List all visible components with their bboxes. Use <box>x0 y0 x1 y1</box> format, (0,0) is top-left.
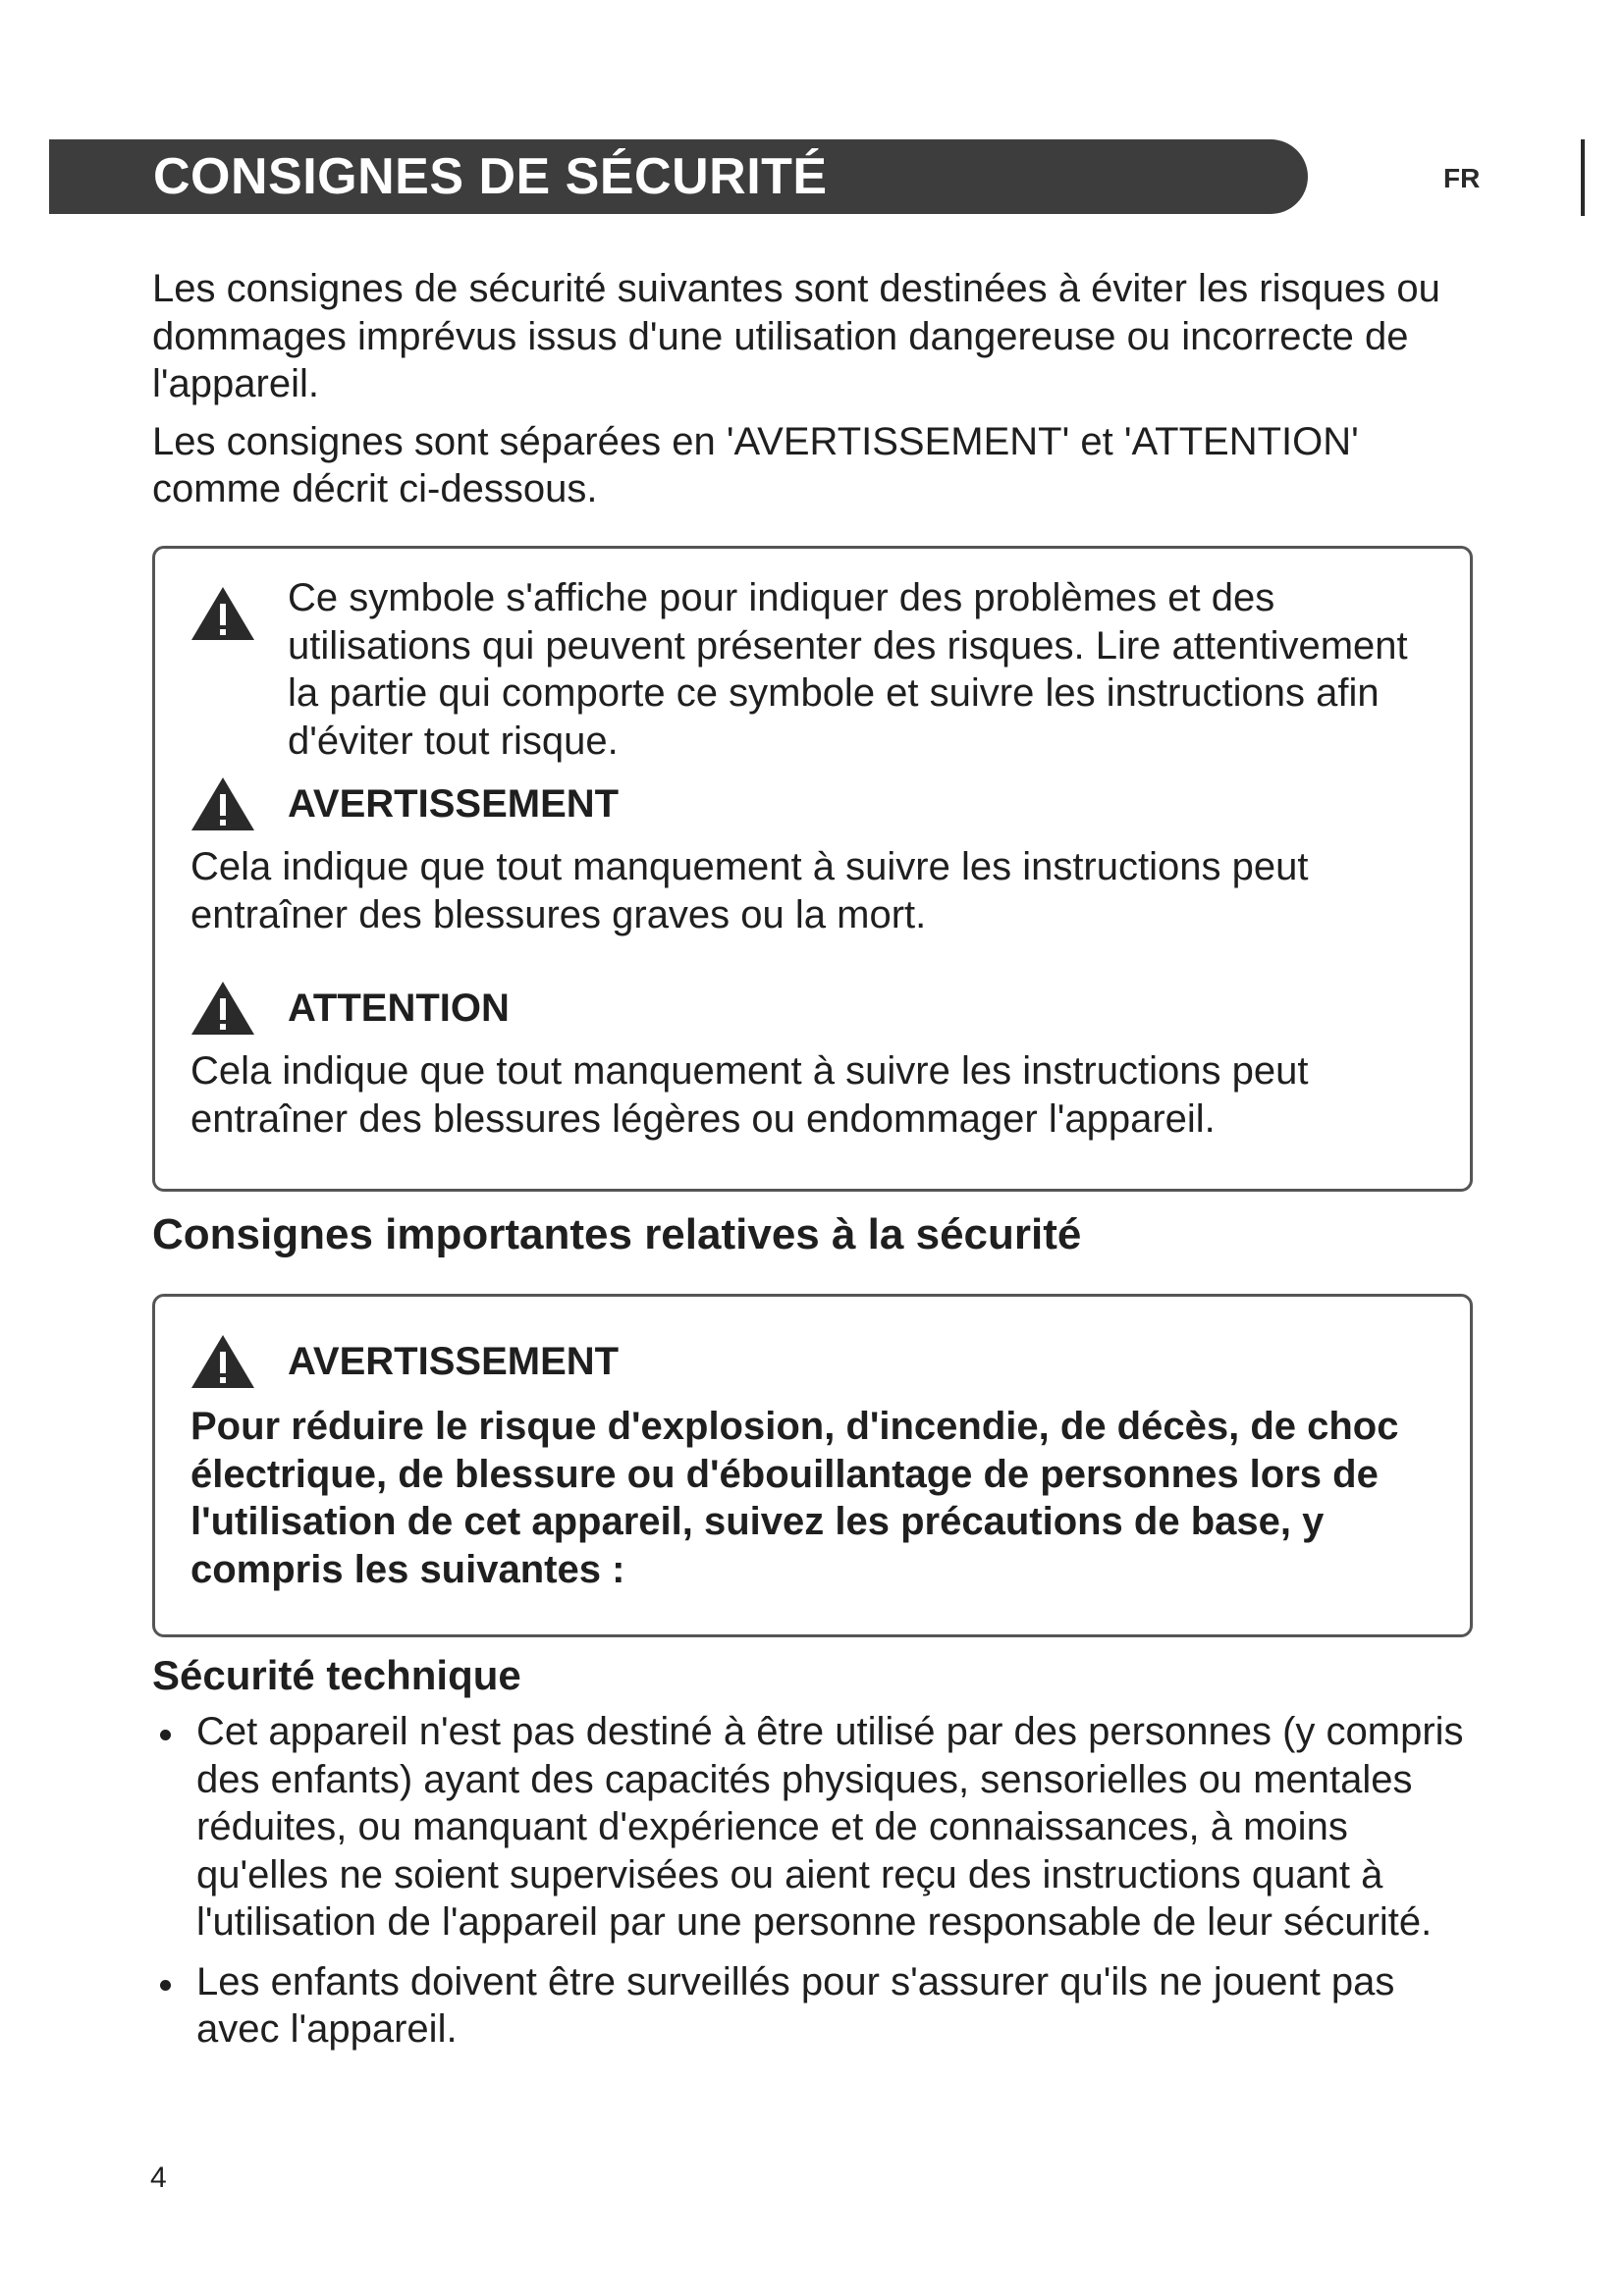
intro-paragraph: Les consignes sont séparées en 'AVERTISSEMENT' et 'ATTENTION' comme décrit ci-dessous. <box>152 419 1359 510</box>
important-section-title: Consignes importantes relatives à la sécurité <box>152 1210 1082 1258</box>
bullet-icon <box>160 1730 171 1740</box>
list-item-text: Les enfants doivent être surveillés pour s'assurer qu'ils ne jouent pas avec l'appareil. <box>196 1959 1395 2051</box>
intro-section <box>152 265 1478 523</box>
warning-triangle-icon <box>189 774 257 833</box>
language-label: FR <box>1443 163 1481 193</box>
list-item <box>152 1708 1488 1947</box>
warning-row <box>189 774 257 833</box>
header-bar <box>49 139 1308 214</box>
warning-triangle-icon <box>189 1332 257 1391</box>
important-warning-box <box>152 1294 1473 1637</box>
technical-section-title: Sécurité technique <box>152 1652 521 1698</box>
warning-text: Pour réduire le risque d'explosion, d'incendie, de décès, de choc électrique, de blessure ou d'ébouillantage de personnes lors de l'utilisation de cet appareil, suivez les précautions de base, y compris les suivantes : <box>190 1405 1399 1591</box>
warning-description: Cela indique que tout manquement à suivre les instructions peut entraîner des blessures graves ou la mort. <box>190 845 1309 936</box>
intro-paragraph: Les consignes de sécurité suivantes sont destinées à éviter les risques ou dommages imprévus issus d'une utilisation dangereuse ou incorrecte de l'appareil. <box>152 267 1440 405</box>
warning-triangle-icon <box>189 584 257 643</box>
list-item <box>152 1958 1488 2054</box>
warning-row <box>189 1332 257 1391</box>
technical-safety-list <box>152 1708 1488 2065</box>
warning-label: AVERTISSEMENT <box>288 782 620 826</box>
page-edge-marker <box>1581 139 1585 216</box>
page-title: CONSIGNES DE SÉCURITÉ <box>153 148 828 205</box>
symbol-description: Ce symbole s'affiche pour indiquer des problèmes et des utilisations qui peuvent présenter des risques. Lire attentivement la partie qui comporte ce symbole et suivre les instructions afin d'éviter tout risque. <box>288 576 1408 763</box>
caution-row <box>189 979 257 1038</box>
list-item-text: Cet appareil n'est pas destiné à être utilisé par des personnes (y compris des enfants) ayant des capacités physiques, sensorielles ou mentales réduites, ou manquant d'expérience et de connaissances, à moins qu'elles ne soient supervisées ou aient reçu des instructions quant à l'utilisation de l'appareil par une personne responsable de leur sécurité. <box>196 1710 1464 1944</box>
warning-triangle-icon <box>189 979 257 1038</box>
symbol-legend-box <box>152 546 1473 1192</box>
warning-label: AVERTISSEMENT <box>288 1340 620 1383</box>
caution-label: ATTENTION <box>288 987 510 1030</box>
symbol-row <box>189 584 257 643</box>
caution-description: Cela indique que tout manquement à suivre les instructions peut entraîner des blessures légères ou endommager l'appareil. <box>190 1049 1309 1141</box>
bullet-icon <box>160 1980 171 1991</box>
page-number: 4 <box>150 2162 167 2194</box>
